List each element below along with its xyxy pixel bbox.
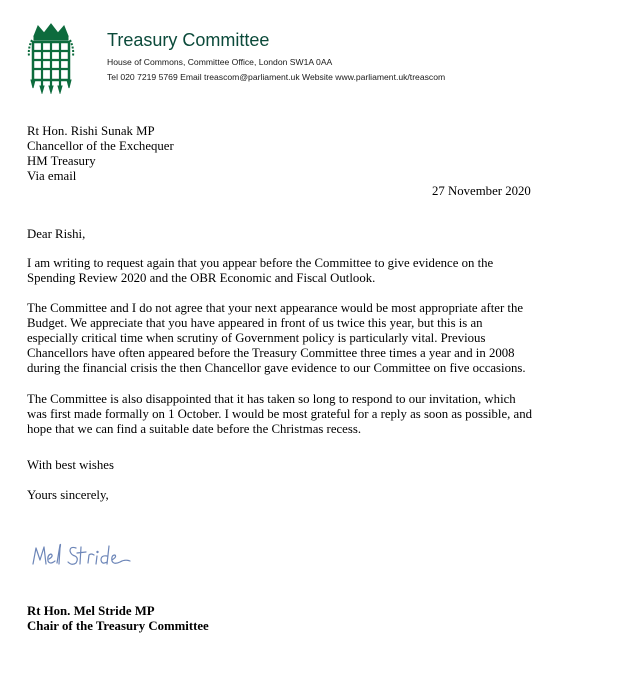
paragraph-2: The Committee and I do not agree that your next appearance would be most appropriate after the Budget. We appreciate that you have appeared in front of us twice this year, but this is an especially critical time when scrutiny of Government policy is particularly vital. Previous Chancellors have often appeared before the Treasury Committee three times a year and in 2008 during the financial crisis the then Chancellor gave evidence to our Committee on five occasions. bbox=[27, 301, 526, 375]
committee-address: House of Commons, Committee Office, London SW1A 0AA bbox=[107, 57, 333, 67]
signatory-role: Chair of the Treasury Committee bbox=[27, 619, 209, 633]
recipient-name: Rt Hon. Rishi Sunak MP bbox=[27, 124, 155, 138]
letter-date: 27 November 2020 bbox=[432, 184, 531, 198]
paragraph-1: I am writing to request again that you appear before the Committee to give evidence on the Spending Review 2020 and the OBR Economic and Fiscal Outlook. bbox=[27, 256, 494, 285]
handwritten-signature bbox=[30, 542, 140, 572]
paragraph-3: The Committee is also disappointed that it has taken so long to respond to our invitation, which was first made formally on 1 October. I would be most grateful for a reply as soon as possible, and hope that we can find a suitable date before the Christmas recess. bbox=[27, 392, 533, 436]
recipient-org: HM Treasury bbox=[27, 154, 96, 168]
signatory-name: Rt Hon. Mel Stride MP bbox=[27, 604, 155, 618]
salutation: Dear Rishi, bbox=[27, 227, 86, 241]
committee-contact: Tel 020 7219 5769 Email treascom@parliament.uk Website www.parliament.uk/treascom bbox=[107, 72, 446, 82]
closing-wishes: With best wishes bbox=[27, 458, 114, 472]
closing-sincerely: Yours sincerely, bbox=[27, 488, 109, 502]
recipient-delivery: Via email bbox=[27, 169, 77, 183]
portcullis-crest-icon bbox=[26, 22, 76, 94]
recipient-role: Chancellor of the Exchequer bbox=[27, 139, 174, 153]
committee-title: Treasury Committee bbox=[107, 30, 270, 50]
